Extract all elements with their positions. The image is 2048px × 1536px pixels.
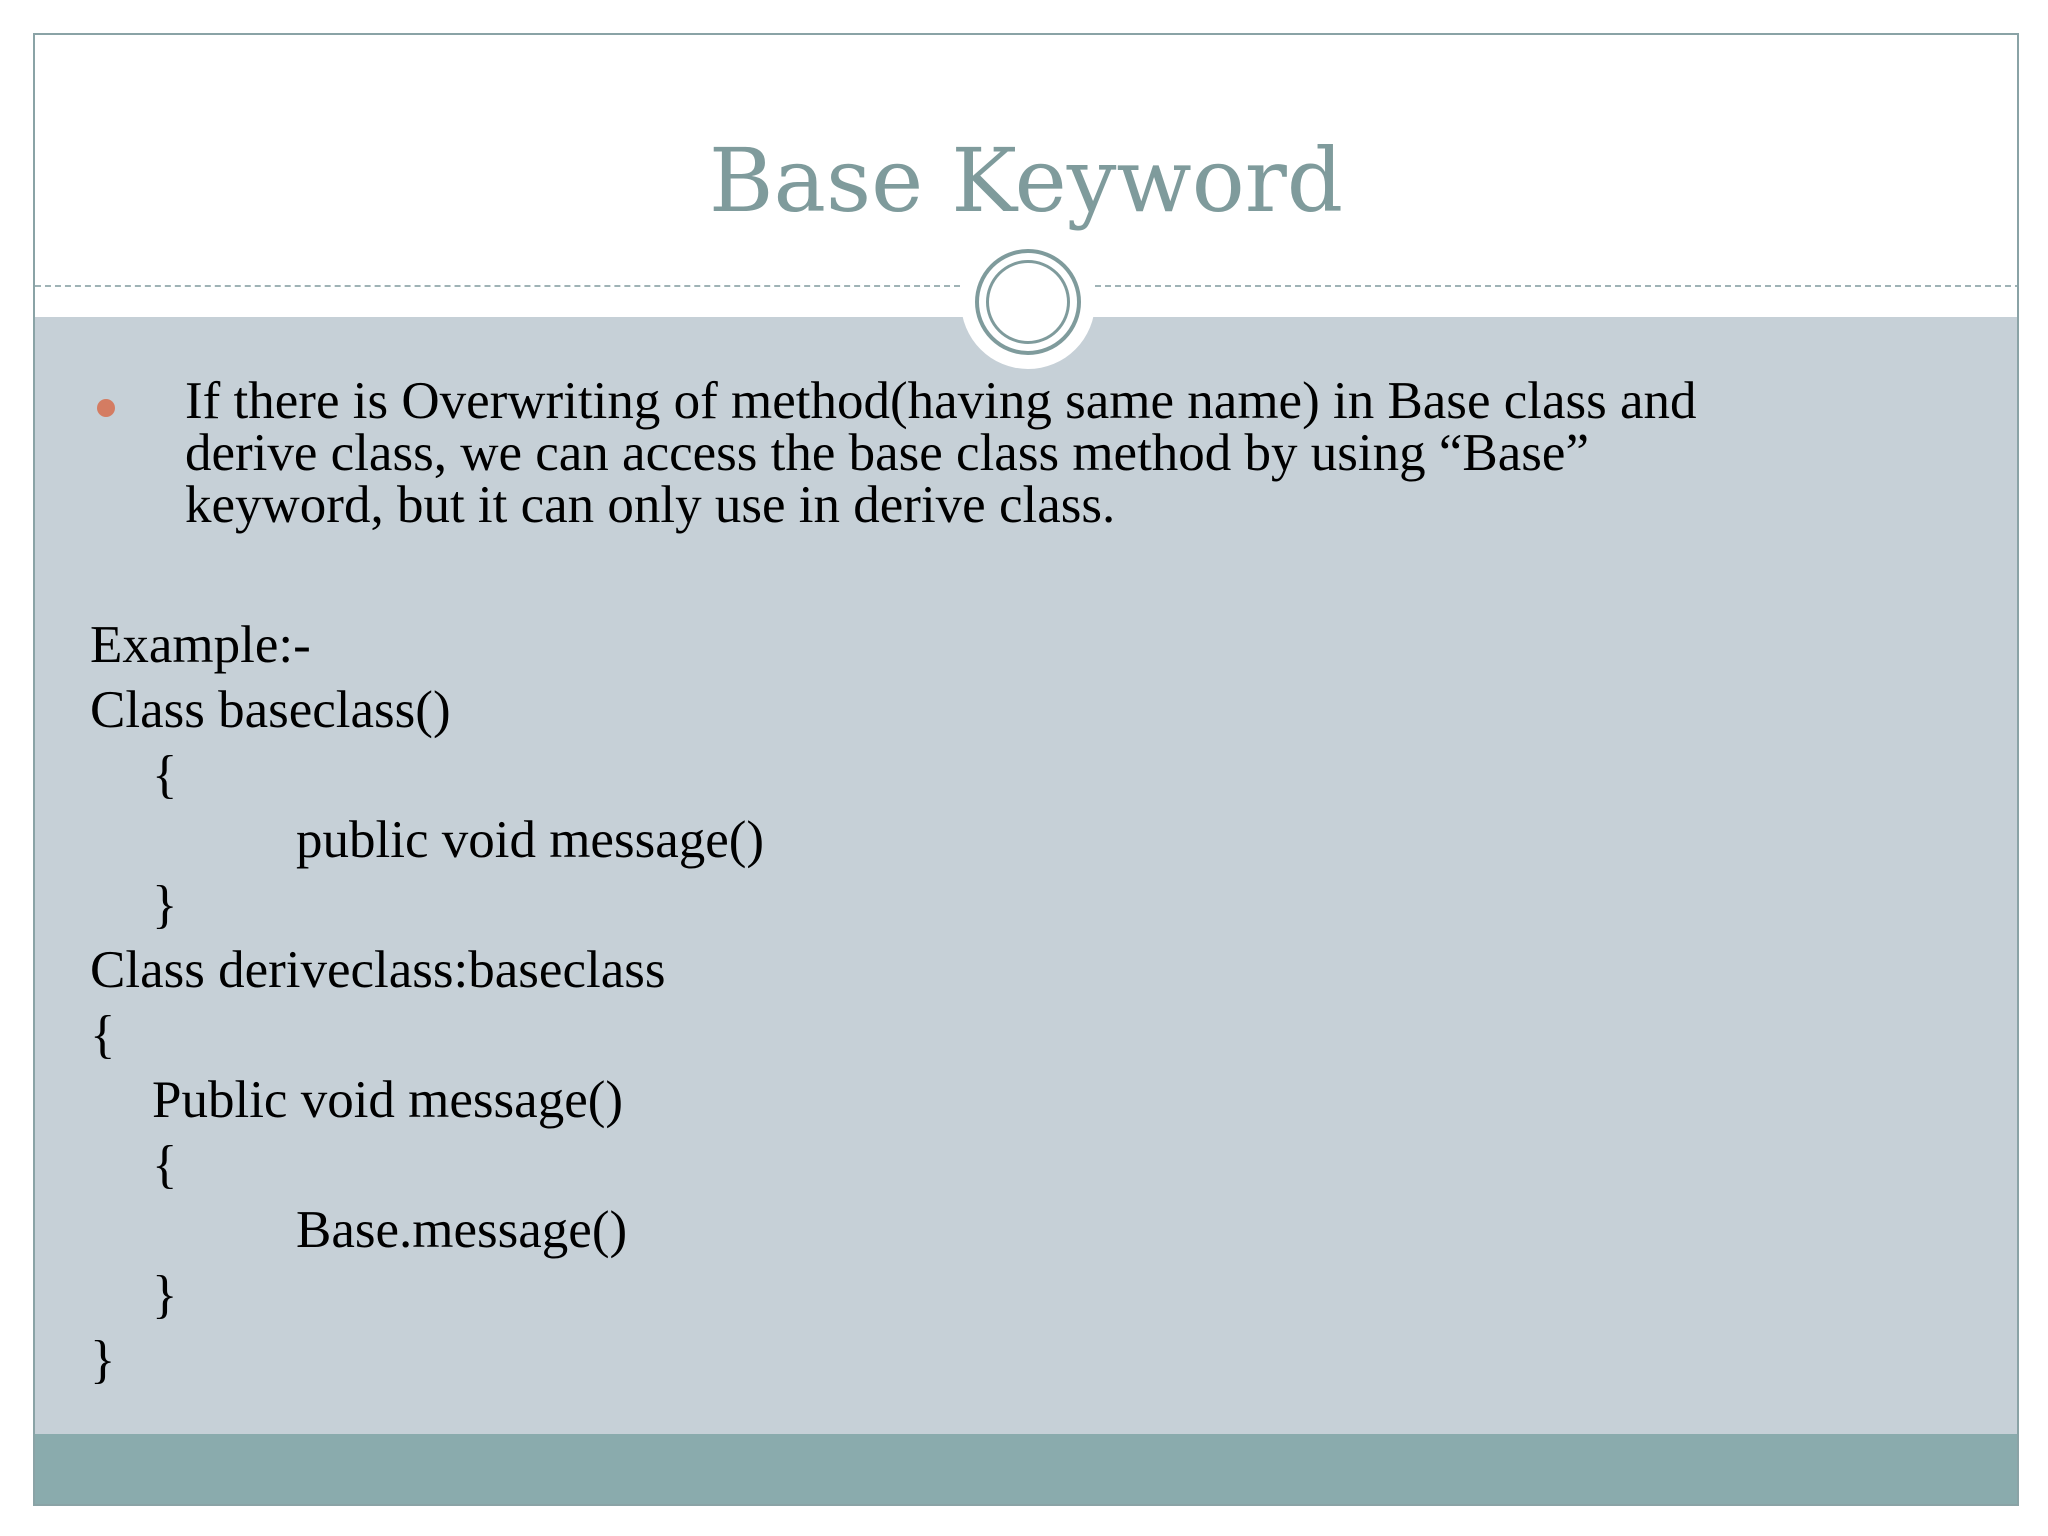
code-line: Base.message() (296, 1201, 628, 1259)
code-line: { (152, 1136, 178, 1194)
bullet-text: If there is Overwriting of method(having same name) in Base class and derive class, we can access the base class method by using “Base” keyword, but it can only use in derive class. (185, 372, 1697, 534)
code-line: Class baseclass() (90, 681, 451, 739)
circle-ornament-icon (975, 249, 1081, 355)
circle-ornament-inner (986, 260, 1070, 344)
code-line: Class deriveclass:baseclass (90, 941, 666, 999)
divider-right (1095, 285, 2019, 287)
code-line: } (90, 1331, 116, 1389)
code-line: { (152, 746, 178, 804)
bullet-dot-icon (97, 399, 115, 417)
code-line: { (90, 1006, 116, 1064)
code-line: } (152, 876, 178, 934)
slide-title: Base Keyword (708, 129, 1344, 232)
slide (33, 33, 2019, 1506)
code-line: } (152, 1266, 178, 1324)
code-example (90, 613, 764, 1393)
code-line: Public void message() (152, 1071, 624, 1129)
divider-left (35, 285, 960, 287)
example-label: Example:- (90, 616, 311, 674)
code-line: public void message() (296, 811, 765, 869)
footer-bar (35, 1434, 2017, 1504)
